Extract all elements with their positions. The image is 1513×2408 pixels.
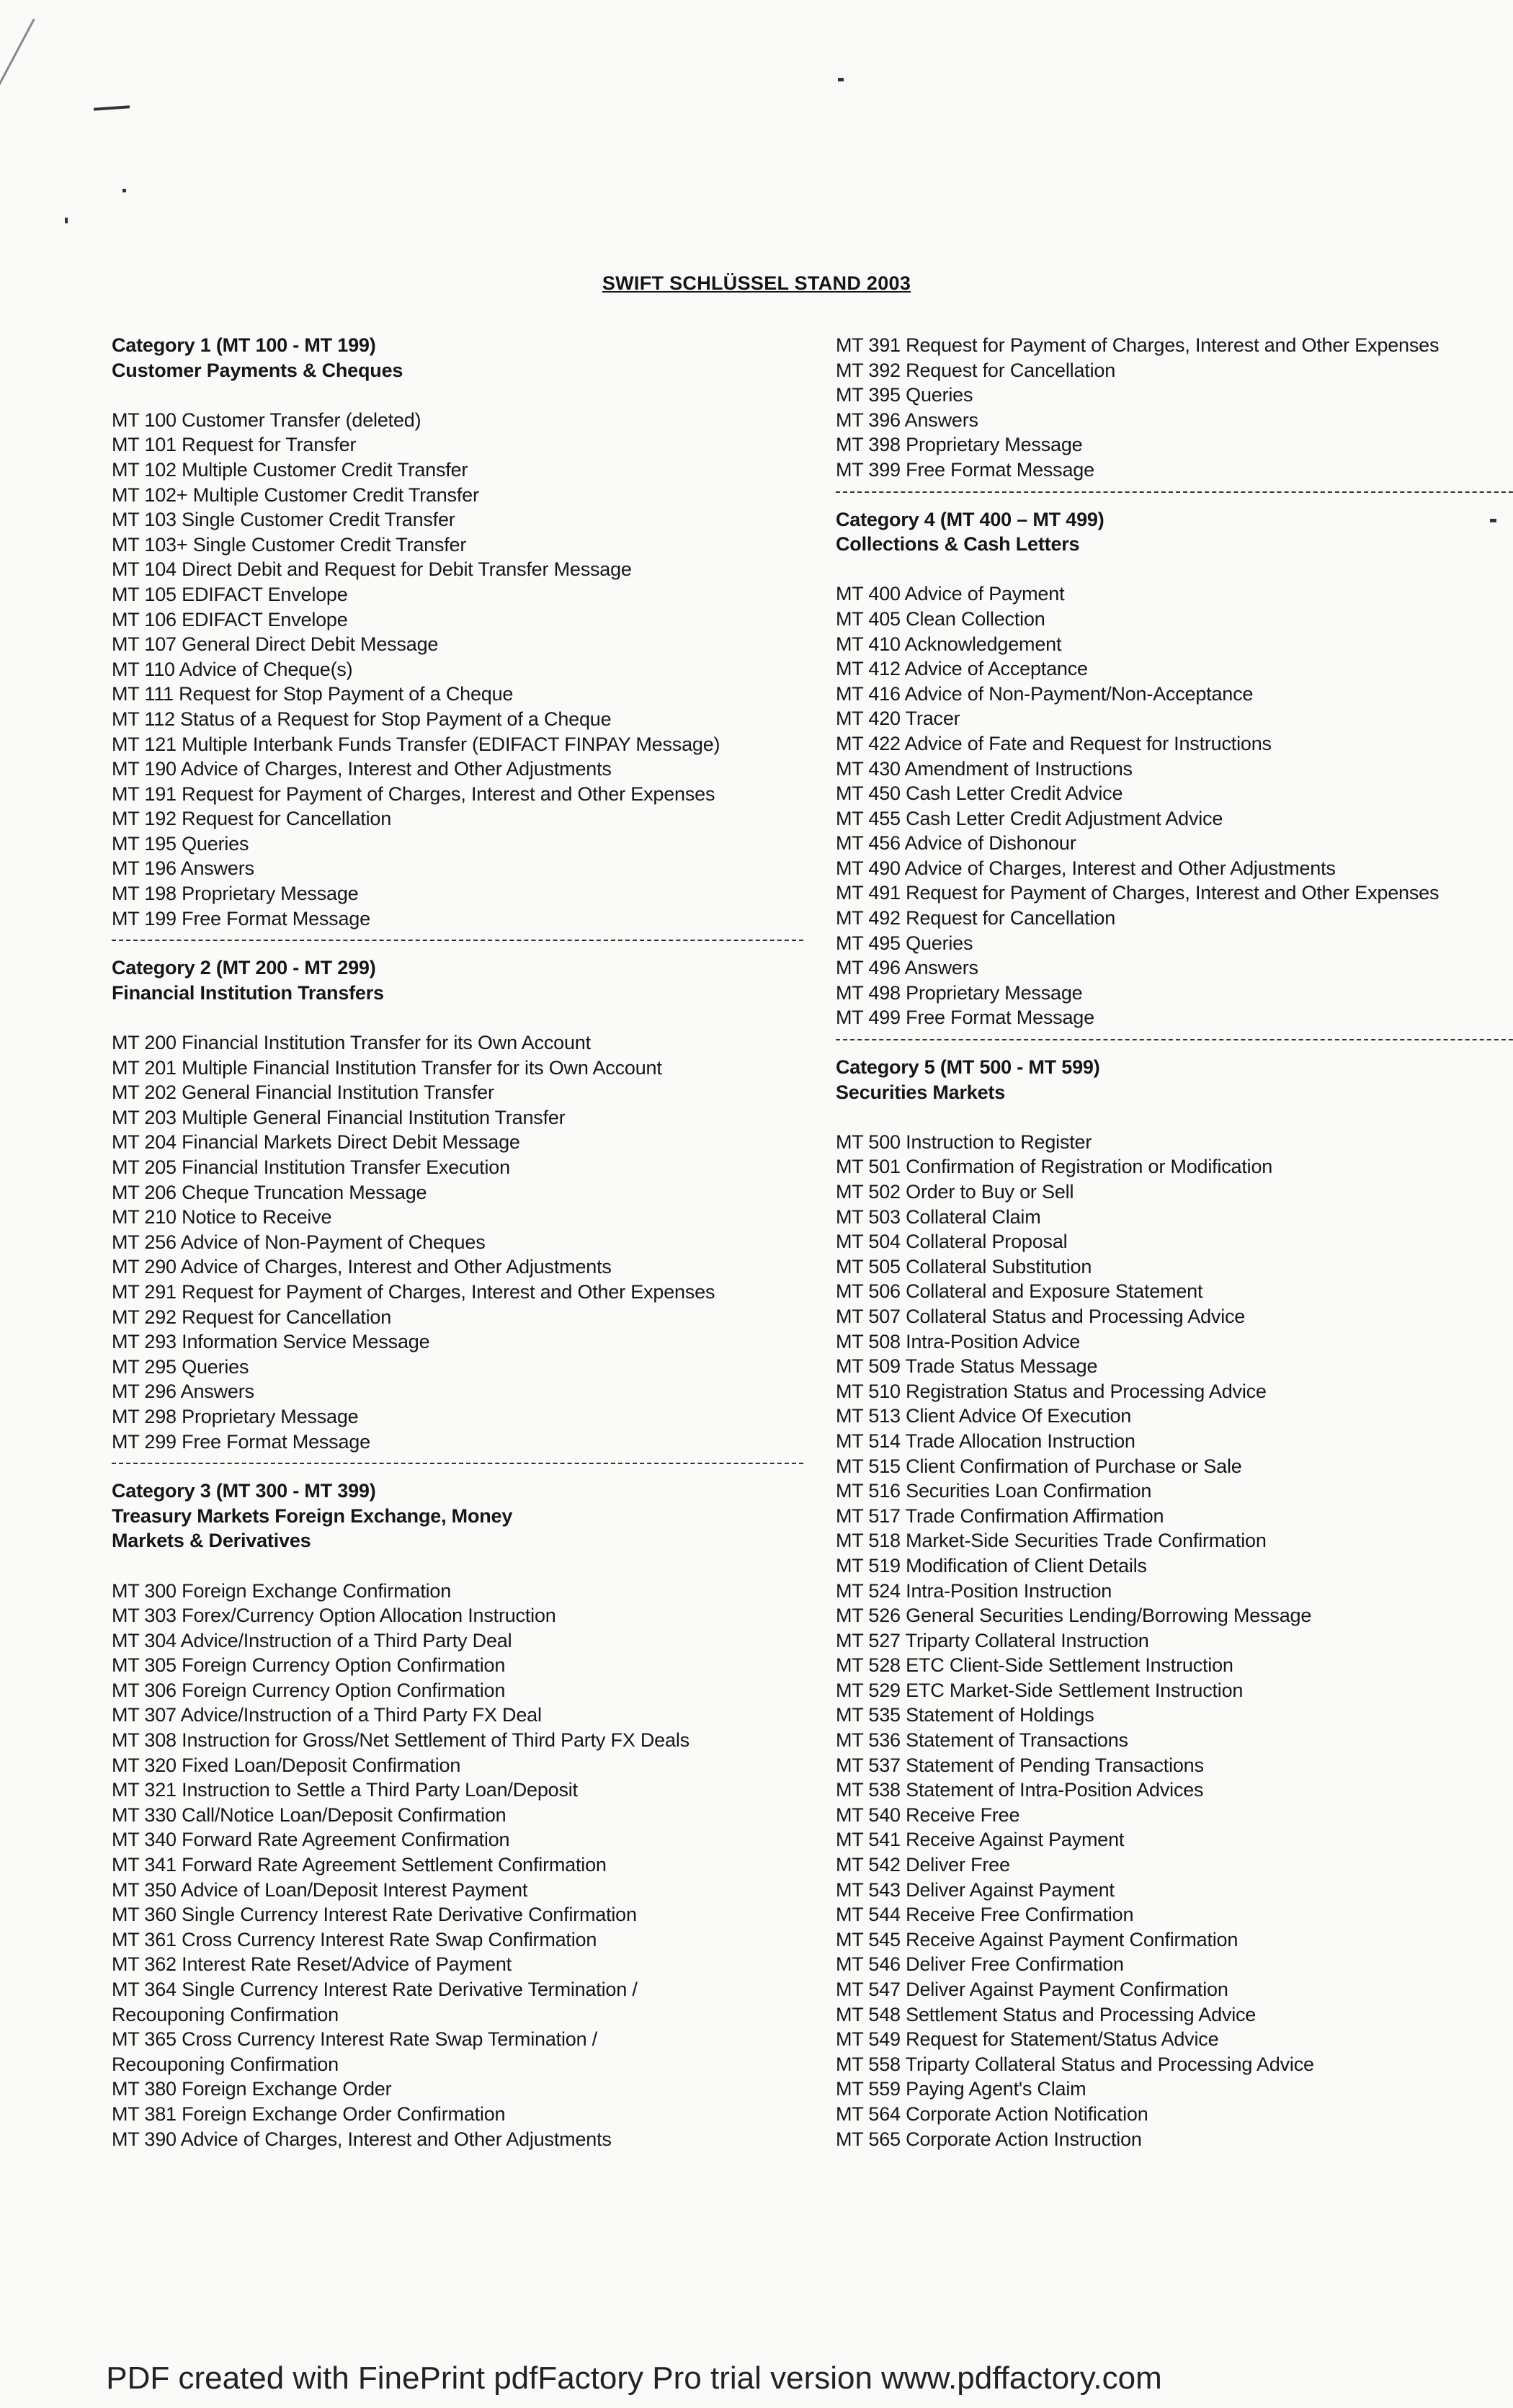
category-heading: Category 1 (MT 100 - MT 199)	[112, 334, 376, 356]
message-type-entry: MT 103+ Single Customer Credit Transfer	[112, 533, 467, 556]
message-type-entry: MT 529 ETC Market-Side Settlement Instruction	[836, 1679, 1244, 1701]
message-type-entry: MT 549 Request for Statement/Status Advice	[836, 2028, 1219, 2051]
message-type-entry: MT 111 Request for Stop Payment of a Cheque	[112, 683, 514, 705]
category-heading: Markets & Derivatives	[112, 1530, 311, 1552]
message-type-entry: MT 350 Advice of Loan/Deposit Interest Payment	[112, 1878, 528, 1901]
category-separator	[836, 491, 1513, 506]
message-type-entry: MT 203 Multiple General Financial Institution Transfer	[112, 1106, 566, 1128]
category-heading: Treasury Markets Foreign Exchange, Money	[112, 1504, 513, 1527]
message-type-entry: MT 398 Proprietary Message	[836, 434, 1083, 456]
message-type-entry: MT 121 Multiple Interbank Funds Transfer (EDIFACT FINPAY Message)	[112, 733, 720, 755]
message-type-entry: MT 340 Forward Rate Agreement Confirmation	[112, 1829, 510, 1851]
category-heading: Category 4 (MT 400 – MT 499)	[836, 508, 1104, 530]
message-type-entry: MT 559 Paying Agent's Claim	[836, 2078, 1086, 2100]
message-type-entry: MT 507 Collateral Status and Processing Advice	[836, 1305, 1246, 1327]
spacer	[112, 383, 803, 408]
message-type-entry: MT 101 Request for Transfer	[112, 434, 357, 456]
message-type-entry: MT 196 Answers	[112, 857, 254, 880]
message-type-entry: MT 536 Statement of Transactions	[836, 1729, 1128, 1752]
category-heading: Category 3 (MT 300 - MT 399)	[112, 1480, 376, 1502]
message-type-entry: MT 498 Proprietary Message	[836, 981, 1083, 1004]
message-type-entry: MT 364 Single Currency Interest Rate Derivative Termination /	[112, 1979, 638, 2000]
message-type-entry: MT 392 Request for Cancellation	[836, 359, 1116, 381]
message-type-entry: MT 545 Receive Against Payment Confirmation	[836, 1928, 1238, 1950]
category-heading: Category 2 (MT 200 - MT 299)	[112, 957, 376, 979]
message-type-entry: MT 514 Trade Allocation Instruction	[836, 1430, 1135, 1452]
message-type-entry: MT 107 General Direct Debit Message	[112, 633, 439, 656]
scan-mark	[0, 19, 35, 90]
message-type-entry: MT 491 Request for Payment of Charges, Interest and Other Expenses	[836, 882, 1440, 904]
message-type-entry: MT 105 EDIFACT Envelope	[112, 583, 348, 605]
message-type-entry: MT 526 General Securities Lending/Borrowing Message	[836, 1605, 1312, 1627]
message-type-entry: MT 380 Foreign Exchange Order	[112, 2078, 392, 2100]
message-type-entry: MT 391 Request for Payment of Charges, Interest and Other Expenses	[836, 334, 1440, 356]
message-type-entry: MT 400 Advice of Payment	[836, 583, 1065, 605]
message-type-entry: MT 321 Instruction to Settle a Third Party Loan/Deposit	[112, 1779, 578, 1801]
message-type-entry: MT 518 Market-Side Securities Trade Confirmation	[836, 1530, 1267, 1552]
message-type-entry: MT 505 Collateral Substitution	[836, 1255, 1092, 1277]
message-type-entry: MT 204 Financial Markets Direct Debit Message	[112, 1131, 520, 1154]
message-type-entry: MT 291 Request for Payment of Charges, Interest and Other Expenses	[112, 1280, 715, 1303]
message-type-entry: MT 519 Modification of Client Details	[836, 1554, 1147, 1577]
category-heading: Financial Institution Transfers	[112, 981, 384, 1004]
message-type-entry: MT 528 ETC Client-Side Settlement Instruction	[836, 1654, 1233, 1677]
pdf-footer-note: PDF created with FinePrint pdfFactory Pro trial version www.pdffactory.com	[106, 2360, 1162, 2396]
message-type-entry: MT 405 Clean Collection	[836, 607, 1045, 630]
message-type-entry: MT 104 Direct Debit and Request for Debit Transfer Message	[112, 558, 632, 581]
message-type-entry: MT 496 Answers	[836, 957, 978, 979]
message-type-entry: MT 524 Intra-Position Instruction	[836, 1579, 1112, 1602]
message-type-entry: MT 300 Foreign Exchange Confirmation	[112, 1579, 452, 1602]
message-type-entry: MT 492 Request for Cancellation	[836, 907, 1116, 929]
category-separator	[112, 1463, 803, 1477]
message-type-entry: MT 308 Instruction for Gross/Net Settlement of Third Party FX Deals	[112, 1729, 689, 1752]
message-type-entry: MT 565 Corporate Action Instruction	[836, 2128, 1142, 2150]
message-type-entry: MT 420 Tracer	[836, 708, 960, 730]
message-type-entry: MT 320 Fixed Loan/Deposit Confirmation	[112, 1754, 461, 1776]
message-type-entry: MT 296 Answers	[112, 1381, 254, 1403]
message-type-entry: MT 306 Foreign Currency Option Confirmation	[112, 1679, 506, 1701]
message-type-entry: MT 395 Queries	[836, 384, 973, 406]
scan-mark	[94, 105, 130, 110]
message-type-entry: MT 303 Forex/Currency Option Allocation Instruction	[112, 1605, 556, 1627]
message-type-entry: MT 513 Client Advice Of Execution	[836, 1405, 1132, 1427]
message-type-entry: MT 510 Registration Status and Processing Advice	[836, 1380, 1267, 1402]
message-type-entry: MT 416 Advice of Non-Payment/Non-Acceptance	[836, 682, 1254, 705]
message-type-entry: MT 456 Advice of Dishonour	[836, 832, 1076, 855]
category-heading: Category 5 (MT 500 - MT 599)	[836, 1056, 1100, 1079]
scan-speck	[838, 78, 844, 81]
scan-speck	[65, 218, 68, 223]
message-type-entry: MT 299 Free Format Message	[112, 1430, 370, 1453]
message-type-entry: MT 504 Collateral Proposal	[836, 1231, 1068, 1253]
category-separator	[112, 940, 803, 954]
message-type-entry: Recouponing Confirmation	[112, 2003, 339, 2025]
message-type-entry: MT 293 Information Service Message	[112, 1331, 430, 1353]
category-heading: Collections & Cash Letters	[836, 533, 1080, 556]
message-type-entry: MT 515 Client Confirmation of Purchase or Sale	[836, 1455, 1242, 1477]
message-type-entry: MT 192 Request for Cancellation	[112, 808, 392, 830]
message-type-entry: MT 558 Triparty Collateral Status and Processing Advice	[836, 2053, 1314, 2075]
message-type-entry: MT 538 Statement of Intra-Position Advices	[836, 1779, 1204, 1801]
spacer	[112, 1553, 803, 1579]
message-type-entry: MT 501 Confirmation of Registration or Modification	[836, 1156, 1273, 1178]
message-type-entry: MT 100 Customer Transfer (deleted)	[112, 409, 421, 431]
message-type-entry: MT 396 Answers	[836, 409, 978, 431]
message-type-entry: MT 516 Securities Loan Confirmation	[836, 1480, 1152, 1502]
message-type-entry: MT 112 Status of a Request for Stop Payment of a Cheque	[112, 708, 612, 730]
message-type-entry: MT 365 Cross Currency Interest Rate Swap Termination /	[112, 2028, 597, 2051]
message-type-entry: MT 202 General Financial Institution Transfer	[112, 1082, 494, 1104]
message-type-entry: MT 490 Advice of Charges, Interest and Other Adjustments	[836, 857, 1336, 879]
message-type-entry: MT 341 Forward Rate Agreement Settlement Confirmation	[112, 1854, 607, 1876]
message-type-entry: MT 191 Request for Payment of Charges, Interest and Other Expenses	[112, 782, 715, 805]
message-type-entry: MT 517 Trade Confirmation Affirmation	[836, 1504, 1164, 1527]
category-separator	[836, 1039, 1513, 1053]
message-type-entry: MT 410 Acknowledgement	[836, 633, 1062, 655]
message-type-entry: MT 307 Advice/Instruction of a Third Party FX Deal	[112, 1704, 542, 1726]
message-type-entry: MT 210 Notice to Receive	[112, 1206, 332, 1228]
message-type-entry: MT 205 Financial Institution Transfer Execution	[112, 1156, 510, 1178]
message-type-entry: MT 546 Deliver Free Confirmation	[836, 1953, 1124, 1976]
document-title: SWIFT SCHLÜSSEL STAND 2003	[602, 272, 911, 294]
left-column	[112, 333, 803, 2151]
spacer	[112, 1005, 803, 1030]
message-type-entry: MT 542 Deliver Free	[836, 1854, 1010, 1876]
message-type-entry: MT 200 Financial Institution Transfer for its Own Account	[112, 1032, 591, 1054]
message-type-entry: MT 540 Receive Free	[836, 1803, 1020, 1826]
message-type-entry: MT 305 Foreign Currency Option Confirmation	[112, 1654, 506, 1677]
message-type-entry: MT 360 Single Currency Interest Rate Derivative Confirmation	[112, 1904, 637, 1926]
right-column	[836, 333, 1513, 2151]
message-type-entry: MT 206 Cheque Truncation Message	[112, 1181, 427, 1203]
message-type-entry: MT 422 Advice of Fate and Request for Instructions	[836, 732, 1272, 754]
message-type-entry: MT 201 Multiple Financial Institution Transfer for its Own Account	[112, 1056, 662, 1079]
message-type-entry: MT 541 Receive Against Payment	[836, 1829, 1125, 1851]
message-type-entry: MT 508 Intra-Position Advice	[836, 1330, 1081, 1352]
message-type-entry: MT 509 Trade Status Message	[836, 1355, 1098, 1378]
message-type-entry: MT 455 Cash Letter Credit Adjustment Advice	[836, 807, 1223, 829]
message-type-entry: MT 381 Foreign Exchange Order Confirmation	[112, 2102, 506, 2125]
message-type-entry: MT 103 Single Customer Credit Transfer	[112, 509, 455, 531]
message-type-entry: MT 499 Free Format Message	[836, 1007, 1094, 1029]
message-type-entry: MT 430 Amendment of Instructions	[836, 757, 1133, 780]
category-heading: Customer Payments & Cheques	[112, 359, 403, 381]
message-type-entry: MT 361 Cross Currency Interest Rate Swap Confirmation	[112, 1928, 597, 1950]
message-type-entry: MT 506 Collateral and Exposure Statement	[836, 1280, 1203, 1303]
message-type-entry: MT 537 Statement of Pending Transactions	[836, 1754, 1204, 1776]
message-type-entry: MT 500 Instruction to Register	[836, 1131, 1092, 1153]
message-type-entry: MT 330 Call/Notice Loan/Deposit Confirmation	[112, 1803, 506, 1826]
message-type-entry: MT 304 Advice/Instruction of a Third Party Deal	[112, 1629, 512, 1651]
message-type-entry: MT 295 Queries	[112, 1355, 249, 1378]
message-type-entry: MT 190 Advice of Charges, Interest and Other Adjustments	[112, 758, 612, 780]
message-type-entry: MT 102 Multiple Customer Credit Transfer	[112, 458, 468, 481]
message-type-entry: MT 450 Cash Letter Credit Advice	[836, 782, 1123, 805]
message-type-entry: MT 106 EDIFACT Envelope	[112, 608, 348, 630]
message-type-entry: MT 290 Advice of Charges, Interest and Other Adjustments	[112, 1256, 612, 1278]
message-type-entry: MT 102+ Multiple Customer Credit Transfer	[112, 483, 479, 506]
message-type-entry: MT 412 Advice of Acceptance	[836, 658, 1088, 680]
message-type-entry: MT 543 Deliver Against Payment	[836, 1878, 1115, 1901]
message-type-entry: MT 564 Corporate Action Notification	[836, 2102, 1148, 2125]
message-type-entry: MT 195 Queries	[112, 832, 249, 855]
message-type-entry: MT 298 Proprietary Message	[112, 1405, 359, 1427]
message-type-entry: MT 535 Statement of Holdings	[836, 1704, 1094, 1726]
message-type-entry: MT 362 Interest Rate Reset/Advice of Payment	[112, 1953, 512, 1976]
category-heading: Securities Markets	[836, 1081, 1006, 1103]
message-type-entry: MT 198 Proprietary Message	[112, 883, 359, 905]
message-type-entry: MT 495 Queries	[836, 932, 973, 954]
message-type-entry: MT 199 Free Format Message	[112, 907, 370, 929]
message-type-entry: MT 548 Settlement Status and Processing Advice	[836, 2003, 1257, 2025]
message-type-entry: MT 399 Free Format Message	[836, 458, 1094, 481]
message-type-entry: Recouponing Confirmation	[112, 2053, 339, 2075]
scan-speck	[122, 189, 126, 192]
message-type-entry: MT 502 Order to Buy or Sell	[836, 1181, 1074, 1203]
message-type-entry: MT 527 Triparty Collateral Instruction	[836, 1629, 1149, 1651]
message-type-entry: MT 503 Collateral Claim	[836, 1205, 1041, 1228]
message-type-entry: MT 390 Advice of Charges, Interest and Other Adjustments	[112, 2128, 612, 2150]
message-type-entry: MT 256 Advice of Non-Payment of Cheques	[112, 1231, 486, 1253]
message-type-entry: MT 110 Advice of Cheque(s)	[112, 658, 353, 680]
message-type-entry: MT 292 Request for Cancellation	[112, 1306, 392, 1328]
spacer	[836, 557, 1513, 582]
message-type-entry: MT 547 Deliver Against Payment Confirmation	[836, 1979, 1228, 2000]
message-type-entry: MT 544 Receive Free Confirmation	[836, 1904, 1134, 1926]
spacer	[836, 1105, 1513, 1130]
